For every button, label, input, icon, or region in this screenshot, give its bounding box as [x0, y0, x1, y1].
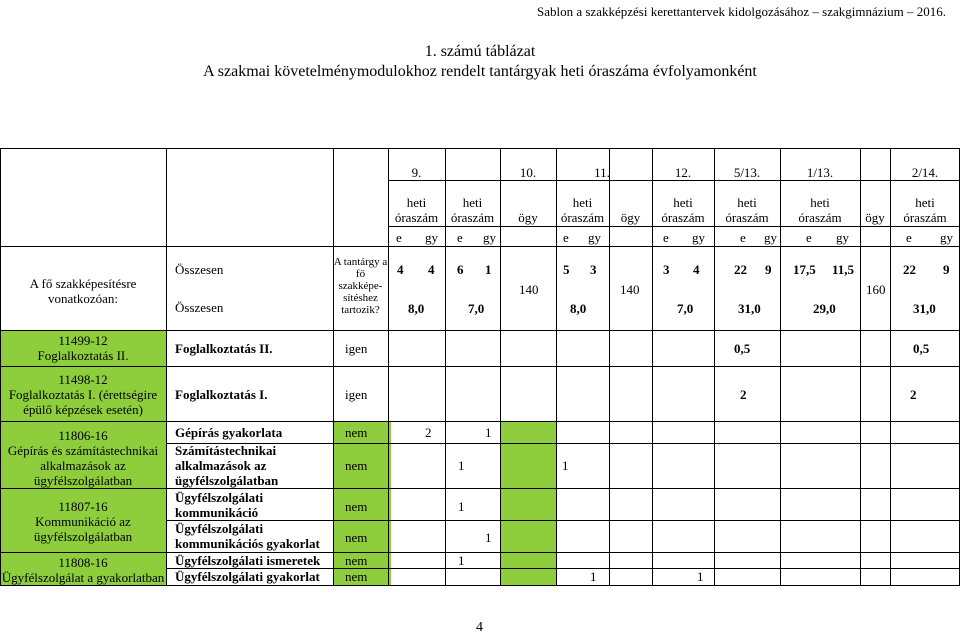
- col-header: heti óraszám: [394, 195, 439, 225]
- subject-name: Ügyfélszolgálati kommunikációs gyakorlat: [175, 521, 320, 551]
- subject-name: Ügyfélszolgálati ismeretek: [175, 553, 321, 568]
- year-header: 12.: [674, 165, 692, 180]
- ogy-value: 140: [620, 282, 640, 297]
- year-header: 1/13.: [806, 165, 834, 180]
- year-header: 10.: [519, 165, 537, 180]
- tartozik-value: nem: [345, 553, 368, 568]
- hours-value: 1: [562, 458, 569, 473]
- hours-value: 1: [458, 553, 465, 568]
- hours-value: 1: [458, 499, 465, 514]
- hours-value: 1: [485, 425, 492, 440]
- tartozik-value: igen: [345, 341, 368, 356]
- module-11808: 11808-16 Ügyfélszolgálat a gyakorlatban: [1, 555, 165, 585]
- subject-name: Foglalkoztatás I.: [175, 387, 268, 402]
- tartozik-value: nem: [345, 530, 368, 545]
- hours-value: 1: [458, 458, 465, 473]
- ogy-header: ögy: [865, 210, 885, 225]
- hours-value: 2: [425, 425, 432, 440]
- tartozik-header: A tantárgy a fő szakképe-sítéshez tartozik?: [333, 256, 388, 316]
- hours-value: 2: [910, 387, 917, 402]
- module-11807: 11807-16 Kommunikáció az ügyfélszolgálatban: [33, 499, 133, 544]
- hours-value: 0,5: [734, 341, 751, 356]
- year-header: 11.: [594, 165, 610, 180]
- ogy-header: ögy: [518, 210, 538, 225]
- green-fill: [500, 422, 556, 488]
- tartozik-value: nem: [345, 458, 368, 473]
- green-fill: [500, 488, 556, 585]
- subject-name: Foglalkoztatás II.: [175, 341, 273, 356]
- tartozik-value: nem: [345, 569, 368, 584]
- module-11498-name: Foglalkoztatás I. (érettségire épülő képzések esetén): [8, 387, 158, 417]
- col-header: heti óraszám: [560, 195, 605, 225]
- table-title: [0, 42, 960, 82]
- table-caption: A szakmai követelménymodulokhoz rendelt tantárgyak heti óraszáma évfolyamonként: [203, 63, 757, 80]
- subject-name: Gépírás gyakorlata: [175, 425, 283, 440]
- ogy-value: 160: [866, 282, 886, 297]
- col-header: heti óraszám: [725, 195, 769, 225]
- subject-name: Számítástechnikai alkalmazások az ügyfélszolgálatban: [175, 443, 279, 488]
- tartozik-value: igen: [345, 387, 368, 402]
- col-header: heti óraszám: [903, 195, 947, 225]
- year-header: 2/14.: [911, 165, 939, 180]
- year-header: 5/13.: [733, 165, 761, 180]
- fo-label: A fő szakképesítésre vonatkozóan:: [29, 276, 137, 306]
- osszesen-label: Összesen: [175, 262, 224, 277]
- ogy-value: 140: [519, 282, 539, 297]
- hours-value: 1: [485, 530, 492, 545]
- tartozik-value: nem: [345, 425, 368, 440]
- module-11806: 11806-16 Gépírás és számítástechnikai alkalmazások az ügyfélszolgálatban: [7, 428, 159, 488]
- hours-value: 1: [590, 569, 597, 584]
- hours-value: 2: [740, 387, 747, 402]
- hours-value: 0,5: [913, 341, 930, 356]
- year-header: 9.: [411, 165, 422, 180]
- tartozik-value: nem: [345, 499, 368, 514]
- col-header: heti óraszám: [661, 195, 705, 225]
- col-header: heti óraszám: [450, 195, 495, 225]
- osszesen-label: Összesen: [175, 300, 224, 315]
- subject-name: Ügyfélszolgálati gyakorlat: [175, 569, 320, 584]
- hours-value: 1: [697, 569, 704, 584]
- module-11498: 11498-12: [58, 372, 108, 387]
- col-header: heti óraszám: [798, 195, 842, 225]
- module-11499: 11499-12 Foglalkoztatás II.: [37, 333, 129, 363]
- page-header: Sablon a szakképzési kerettantervek kidolgozásához – szakgimnázium – 2016.: [536, 4, 946, 19]
- subject-name: Ügyfélszolgálati kommunikáció: [175, 490, 264, 520]
- table-number: 1. számú táblázat: [424, 43, 536, 60]
- page-number: 4: [476, 620, 483, 635]
- ogy-header: ögy: [620, 210, 641, 225]
